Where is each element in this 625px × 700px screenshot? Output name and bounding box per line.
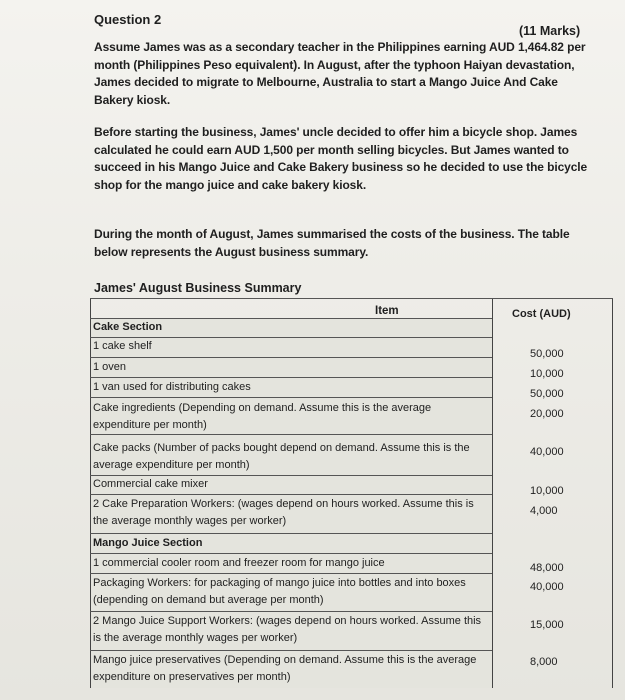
table-row-preservatives: Mango juice preservatives (Depending on demand. Assume this is the average expenditure on preservatives per month): [93, 654, 477, 683]
cost-value: 10,000: [530, 485, 564, 497]
table-row-cake-ingredients: Cake ingredients (Depending on demand. Assume this is the average expenditure per month): [93, 402, 432, 431]
table-row-cake-workers: 2 Cake Preparation Workers: (wages depend on hours worked. Assume this is the average monthly wages per worker): [93, 498, 474, 527]
cost-value: 15,000: [530, 619, 564, 631]
table-row-cake-packs: Cake packs (Number of packs bought depend on demand. Assume this is the average expenditure per month): [93, 442, 470, 471]
table-row-cooler-room: 1 commercial cooler room and freezer room for mango juice: [93, 557, 385, 569]
header-item: Item: [375, 305, 399, 317]
cost-value: 4,000: [530, 505, 558, 517]
cost-value: 50,000: [530, 348, 564, 360]
header-cost: Cost (AUD): [512, 308, 571, 320]
cost-value: 40,000: [530, 446, 564, 458]
table-row-cake-shelf: 1 cake shelf: [93, 340, 152, 352]
cost-value: 8,000: [530, 656, 558, 668]
table-row-oven: 1 oven: [93, 361, 127, 373]
question-marks: (11 Marks): [519, 24, 581, 38]
cost-value: 10,000: [530, 368, 564, 380]
table-row-mango-section: Mango Juice Section: [93, 537, 203, 549]
table-row-cake-section: Cake Section: [93, 321, 163, 333]
question-title: Question 2: [94, 12, 162, 27]
cost-value: 50,000: [530, 388, 564, 400]
table-row-packaging-workers: Packaging Workers: for packaging of mango juice into bottles and into boxes (depending on demand but average per month): [93, 577, 466, 606]
paragraph-intro: Assume James was as a secondary teacher in the Philippines earning AUD 1,464.82 per month (Philippines Peso equivalent). In August, after the typhoon Haiyan devastation, James decided to migrate to Melbourne, Australia to start a Mango Juice And Cake Bakery kiosk.: [94, 40, 586, 107]
cost-value: 20,000: [530, 408, 564, 420]
table-row-cake-mixer: Commercial cake mixer: [93, 478, 208, 490]
cost-value: 40,000: [530, 581, 564, 593]
cost-value: 48,000: [530, 562, 564, 574]
paragraph-august-summary: During the month of August, James summarised the costs of the business. The table below represents the August business summary.: [94, 227, 570, 259]
paragraph-bicycle-shop: Before starting the business, James' uncle decided to offer him a bicycle shop. James calculated he could earn AUD 1,500 per month selling bicycles. But James wanted to succeed in his Mango Juice and Cake Bakery business so he decided to use the bicycle shop for the mango juice and cake bakery kiosk.: [94, 125, 588, 192]
business-summary-table: [90, 298, 613, 688]
table-row-mango-support-workers: 2 Mango Juice Support Workers: (wages depend on hours worked. Assume this is the average monthly wages per worker): [93, 615, 482, 644]
table-title: James' August Business Summary: [94, 281, 302, 295]
table-row-van: 1 van used for distributing cakes: [93, 381, 251, 393]
